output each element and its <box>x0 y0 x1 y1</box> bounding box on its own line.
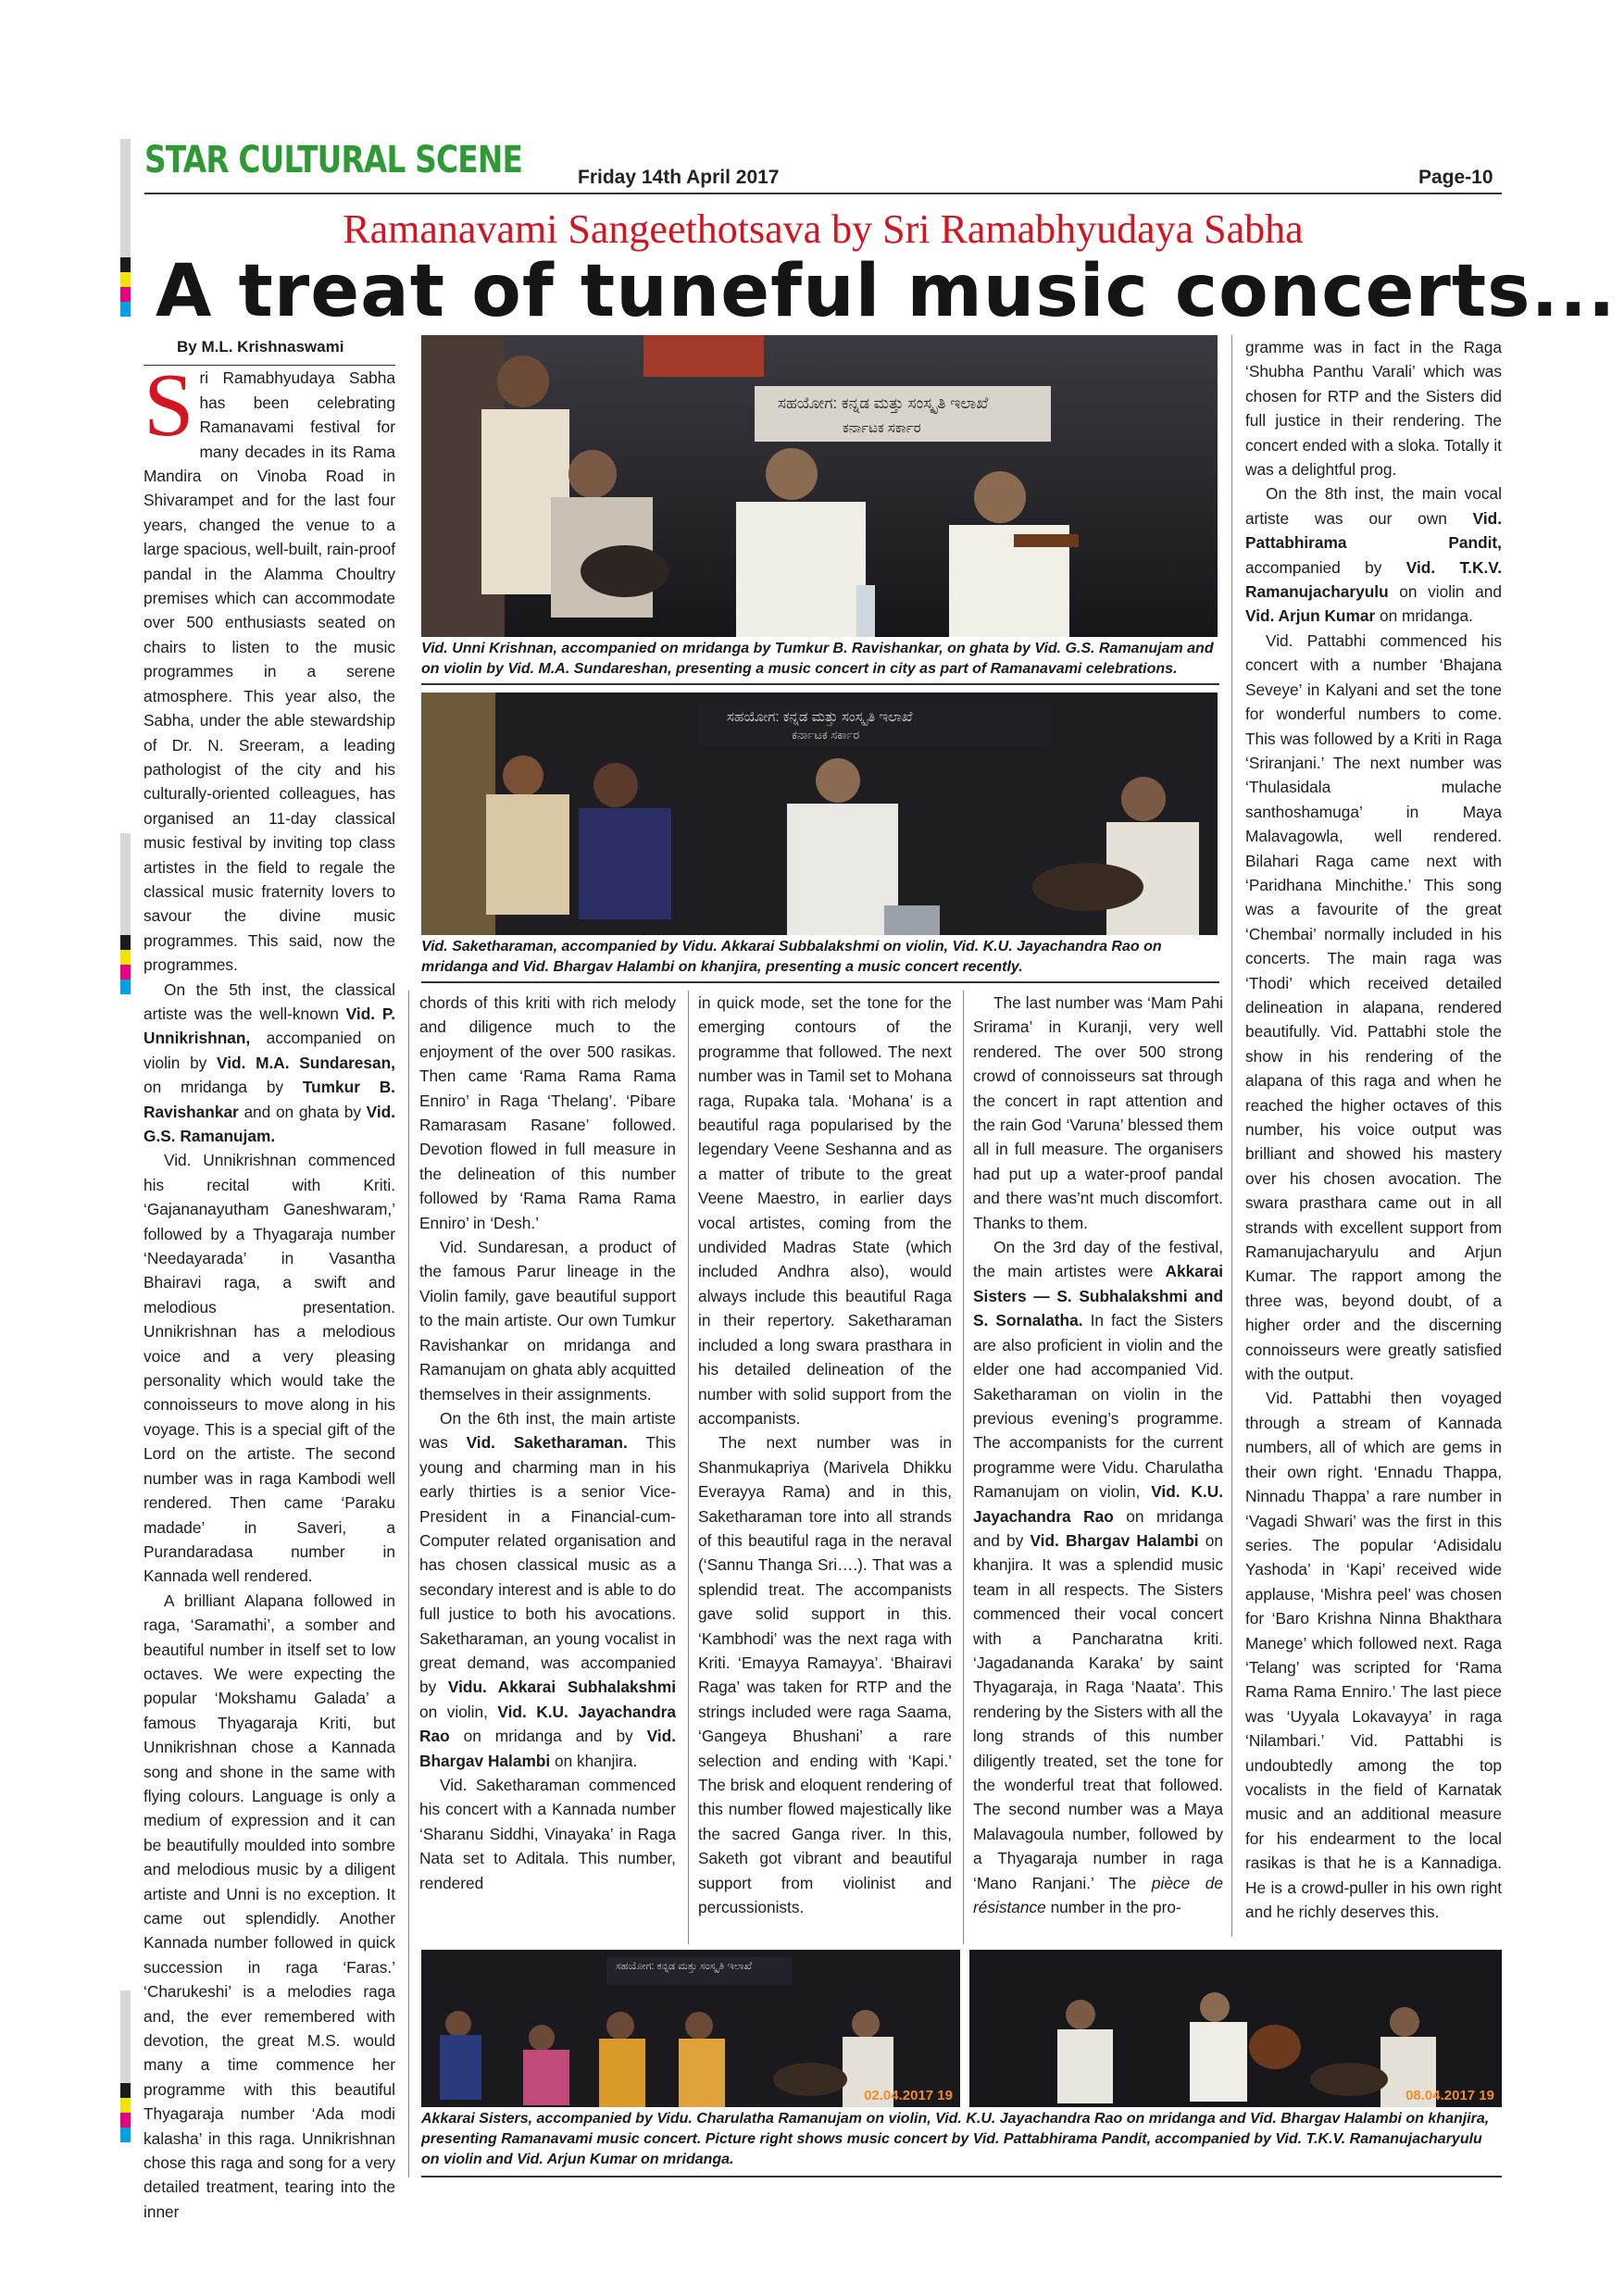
paragraph <box>1245 481 1502 628</box>
byline: By M.L. Krishnaswami <box>144 335 395 366</box>
text: on violin, <box>419 1702 498 1721</box>
issue-date: Friday 14th April 2017 <box>578 167 780 188</box>
text: In fact the Sisters are also proficient in violin and the elder one had accompanied Vid. Saketharaman on violin in the previous evening’s programme. The accompanists for the current programme were Vidu. Charulatha Ramanujam on violin, <box>973 1311 1223 1502</box>
paragraph: The last number was ‘Mam Pahi Srirama’ in Kuranji, very well rendered. The over 500 strong crowd of connoisseurs sat through the concert in rapt attention and the rain God ‘Varuna’ blessed them all in full measure. The organisers had put up a water-proof pandal and there was’nt much discomfort. Thanks to them. <box>973 993 1223 1232</box>
text: On the 6th inst, the main artiste was <box>419 1408 676 1453</box>
banner-kannada-text: ಕರ್ನಾಟಕ ಸರ್ಕಾರ <box>792 728 860 742</box>
color-swatch-magenta <box>120 287 131 302</box>
paragraph: The next number was in Shanmukapriya (Marivela Dhikku Everayya Rama) and in this, Saketharaman tore into all strands of this beautiful raga in the neraval (‘Sannu Thanga Sri….). That was a splendid treat. The accompanists gave solid support in this. ‘Kambhodi’ was the next raga with Kriti. ‘Emayya Ramayya’. ‘Bhairavi Raga’ was taken for RTP and the strings included were raga Saama, ‘Gangeya Bhushani’ a rare selection and ending with ‘Kapi.’ The brisk and eloquent rendering of this number flowed majestically like the sacred Ganga river. In this, Saketh got vibrant and beautiful support from violinist and percussionists. <box>698 1433 952 1917</box>
color-swatch-cyan <box>120 980 131 994</box>
text: On the 8th inst, the main vocal artiste was our own <box>1245 484 1502 528</box>
artist-name: Vid. G.S. Ramanujam. <box>144 1102 395 1145</box>
photo-caption: Akkarai Sisters, accompanied by Vidu. Charulatha Ramanujam on violin, Vid. K.U. Jayachandra Rao on mridanga and Vid. Bhargav Halambi on khanjira, presenting Ramanavami music concert. Picture right shows music concert by Vid. Pattabhirama Pandit, accompanied by Vid. T.K.V. Ramanujacharyulu on violin and Vid. Arjun Kumar on mridanga. <box>421 2111 1490 2167</box>
paragraph: chords of this kriti with rich melody and diligence much to the enjoyment of the over 500 rasikas. Then came ‘Rama Rama Rama Enniro’ in Raga ‘Thelang’. ‘Pibare Ramarasam Rasane’ followed. Devotion flowed in full measure in the delineation of this number followed by ‘Rama Rama Rama Enniro’ in ‘Desh.’ <box>419 993 676 1232</box>
photo-caption: Vid. Unni Krishnan, accompanied on mridanga by Tumkur B. Ravishankar, on ghata by Vid. G.S. Ramanujam and on violin by Vid. M.A. Sundareshan, presenting a music concert in city as part of Ramanavami celebrations. <box>421 641 1214 677</box>
header-rule <box>144 193 1502 194</box>
text: on violin and <box>1388 582 1502 602</box>
artist-name: Vid. M.A. Sundaresan, <box>217 1053 395 1072</box>
margin-grey-bar-low <box>120 1990 131 2083</box>
article-headline: A treat of tuneful music concerts... <box>156 250 1617 333</box>
artist-name: Vid. K.U. Jayachandra Rao <box>973 1482 1223 1526</box>
banner-kannada-text: ಸಹಯೋಗ: ಕನ್ನಡ ಮತ್ತು ಸಂಸ್ಕೃತಿ ಇಲಾಖೆ <box>778 394 989 412</box>
artist-name: Vid. T.K.V. Ramanujacharyulu <box>1245 557 1503 602</box>
text: accompanied on violin by <box>144 1029 395 1072</box>
paragraph <box>973 1235 1223 1919</box>
text: on khanjira. It was a splendid music team in all respects. The Sisters commenced their vocal concert with a Pancharatna kriti. ‘Jagadananda Karaka’ by saint Thyagaraja, in Raga ‘Naata’. This rendering by the Sisters with all the long strands of this number diligently treated, set the tone for the wonderful treat that followed. The second number was a Maya Malavagoula number, followed by a Thyagaraja number in raga ‘Mano Ranjani.’ The <box>973 1530 1224 1892</box>
banner-kannada-text: ಸಹಯೋಗ: ಕನ್ನಡ ಮತ್ತು ಸಂಸ್ಕೃತಿ ಇಲಾಖೆ <box>727 709 913 725</box>
photo-caption: Vid. Saketharaman, accompanied by Vidu. Akkarai Subbalakshmi on violin, Vid. K.U. Jayachandra Rao on mridanga and Vid. Bhargav Halambi on khanjira, presenting a music concert recently. <box>421 939 1162 975</box>
paragraph: Vid. Pattabhi then voyaged through a stream of Kannada numbers, all of which are gems in their own right. ‘Ennadu Thappa, Ninnadu Thappa’ a rare number in ‘Vagadi Shwari’ was the first in this series. The popular ‘Adisidalu Yashoda’ in ‘Kapi’ received wide applause, ‘Mishra peel’ was chosen for ‘Baro Krishna Ninna Bhakthara Manege’ which followed next. Raga ‘Telang’ was scripted for ‘Rama Rama Rama Enniro.’ The last piece was ‘Uyyala Lokavayya’ in raga ‘Nilambari.’ Vid. Pattabhi is undoubtedly among the top vocalists in the field of Karnatak music and an additional measure for his endearment to the local rasikas is that he is a Kannadiga. He is a crowd-puller in his own right and he richly deserves this. <box>1245 1389 1502 1921</box>
section-title: STAR CULTURAL SCENE <box>144 139 523 181</box>
paragraph-text: ri Ramabhyudaya Sabha has been celebrating Ramanavami festival for many decades in its Rama Mandira on Vinoba Road in Shivarampet and for the last four years, changed the venue to a large spacious, well-built, rain-proof pandal in the Alamma Choultry premises which can accommodate over 500 enthusiasts seated on chairs to listen to the music programmes in a serene atmosphere. This year also, the Sabha, under the able stewardship of Dr. N. Sreeram, a leading pathologist of the city and his culturally-oriented colleagues, has organised an 11-day classical music festival by inviting top class artistes in the field to regale the classical music fraternity lovers to savour the divine music programmes. This said, now the programmes. <box>144 368 395 975</box>
photo-illustration <box>421 1950 960 2107</box>
page-number: Page-10 <box>1418 167 1493 188</box>
banner-kannada-text: ಸಹಯೋಗ: ಕನ್ನಡ ಮತ್ತು ಸಂಸ್ಕೃತಿ ಇಲಾಖೆ <box>616 1961 753 1972</box>
photo-date-stamp: 02.04.2017 19 <box>864 2088 953 2103</box>
paragraph <box>144 978 395 1149</box>
column-rule <box>688 991 689 1944</box>
artist-name: Vid. Bhargav Halambi <box>419 1727 676 1770</box>
photo-date-stamp: 08.04.2017 19 <box>1405 2088 1494 2103</box>
artist-name: Vid. P. Unnikrishnan, <box>144 1004 396 1048</box>
color-swatch-black <box>120 257 131 272</box>
concert-photo-pattabhirama-pandit <box>969 1950 1502 2107</box>
paragraph <box>419 1406 676 1773</box>
color-swatch-magenta <box>120 965 131 980</box>
photo-illustration <box>421 335 1218 637</box>
paragraph: gramme was in fact in the Raga ‘Shubha Panthu Varali’ which was chosen for RTP and the Sisters did full justice in their rendering. The concert ended with a sloka. Totally it was a delightful prog. <box>1245 338 1502 480</box>
article-kicker: Ramanavami Sangeethotsava by Sri Ramabhyudaya Sabha <box>343 206 1304 252</box>
color-swatch-magenta <box>120 2113 131 2128</box>
text: On the 5th inst, the classical artiste was the well-known <box>144 980 395 1023</box>
column-rule <box>963 991 964 1944</box>
artist-name: Akkarai Sisters — S. Subhalakshmi and S. Sornalatha. <box>973 1262 1223 1330</box>
text: on mridanga. <box>1375 606 1473 626</box>
text: on mridanga and by <box>973 1506 1223 1550</box>
color-swatch-yellow <box>120 272 131 287</box>
paragraph: Vid. Sundaresan, a product of the famous Parur lineage in the Violin family, gave beautiful support to the main artiste. Our own Tumkur Ravishankar on mridanga and Ramanujam on ghata ably acquitted themselves in their assignments. <box>419 1238 676 1404</box>
artist-name: Vid. Arjun Kumar <box>1245 606 1376 626</box>
color-swatch-yellow <box>120 950 131 965</box>
text: on khanjira. <box>550 1751 638 1770</box>
text: and on ghata by <box>238 1102 367 1121</box>
text: number in the pro- <box>1045 1898 1181 1917</box>
color-swatch-black <box>120 935 131 950</box>
concert-photo-akkarai-sisters <box>421 1950 960 2107</box>
caption-rule <box>421 683 1219 685</box>
paragraph: Vid. Pattabhi commenced his concert with a number ‘Bhajana Seveye’ in Kalyani and set the tone for wonderful numbers to come. This was followed by a Kriti in Raga ‘Sriranjani.’ The next number was ‘Thulasidala mulache santhoshamuga’ in Maya Malavagowla, well rendered. Bilahari Raga came next with ‘Paridhana Minchithe.’ This song was a favourite of the great ‘Chembai’ normally included in his concerts. The main raga was ‘Thodi’ which received detailed delineation in alapana, rendered beautifully. Vid. Pattabhi stole the show in his rendering of the alapana of this raga and when he reached the higher octaves of this number, his voice output was brilliant and showed his mastery over his chosen avocation. The swara prasthara came out in all strands with excellent support from Ramanujacharyulu and Arjun Kumar. The rapport among the three was, beyond doubt, of a higher order and the discerning connoisseurs were greatly satisfied with the output. <box>1245 630 1502 1384</box>
article-column-4 <box>973 991 1223 1919</box>
column-rule <box>408 991 409 2177</box>
concert-photo-saketharaman <box>421 693 1218 935</box>
caption-rule <box>421 981 1219 983</box>
artist-name: Vid. K.U. Jayachandra Rao <box>419 1702 676 1746</box>
artist-name: Vid. Pattabhirama Pandit, <box>1245 508 1502 553</box>
paragraph: Vid. Saketharaman commenced his concert with a Kannada number ‘Sharanu Siddhi, Vinayaka’ in Raga Nata set to Aditala. This number, rendered <box>419 1776 676 1892</box>
color-swatch-cyan <box>120 302 131 317</box>
article-column-2 <box>419 991 676 1895</box>
artist-name: Vidu. Akkarai Subhalakshmi <box>447 1678 676 1697</box>
color-swatch-cyan <box>120 2128 131 2142</box>
article-column-5 <box>1245 335 1502 1924</box>
paragraph: in quick mode, set the tone for the emerging contours of the programme that followed. The next number was in Tamil set to Mohana raga, Rupaka tala. ‘Mohana’ is a beautiful raga popularised by the legendary Veene Seshanna and as a matter of tribute to the great Veene Maestro, in earlier days vocal artistes, coming from the undivided Madras State (which included Andhra also), would always include this beautiful Raga in their repertory. Saketharaman included a long swara prasthara in his detailed delineation of the number with solid support from the accompanists. <box>698 993 952 1428</box>
color-swatch-yellow <box>120 2098 131 2113</box>
artist-name: Vid. Saketharaman. <box>466 1433 628 1453</box>
italic-phrase: pièce de résistance <box>973 1873 1223 1917</box>
article-column-1 <box>144 335 395 2224</box>
paragraph: A brilliant Alapana followed in raga, ‘Saramathi’, a somber and beautiful number in itself set to low octaves. We were expecting the popular ‘Mokshamu Galada’ a famous Thyagaraja Kriti, but Unnikrishnan chose a Kannada song and shone in the same with flying colours. Language is only a medium of expression and it can be beautifully moulded into sombre and melodious music by a diligent artiste and Unni is no exception. It came out splendidly. Another Kannada number followed in quick succession in raga ‘Faras.’ ‘Charukeshi’ is a melodies raga and, the ever remembered with devotion, the great M.S. would many a time commence her programme with this beautiful Thyagaraja number ‘Ada modi kalasha’ in this raga. Unnikrishnan chose this raga and song for a very detailed treatment, tearing into the inner <box>144 1591 395 2221</box>
photo-illustration <box>969 1950 1502 2107</box>
article-column-3 <box>698 991 952 1919</box>
artist-name: Tumkur B. Ravishankar <box>144 1078 395 1121</box>
drop-cap: S <box>144 356 194 456</box>
artist-name: Vid. Bhargav Halambi <box>1030 1530 1199 1550</box>
paragraph <box>144 356 395 977</box>
margin-grey-bar-mid <box>120 833 131 935</box>
column-rule <box>1231 335 1232 1937</box>
text: This young and charming man in his early thirties is a senior Vice-President in a Financial-cum-Computer related organisation and has chosen classical music as a secondary interest and is able to do full justice to both his avocations. Saketharaman, an young vocalist in great demand, was accompanied by <box>419 1433 676 1697</box>
text: on mridanga and by <box>449 1727 647 1746</box>
text: on mridanga by <box>144 1078 303 1097</box>
concert-photo-unnikrishnan <box>421 335 1218 637</box>
caption-rule <box>421 2176 1502 2177</box>
text: accompanied by <box>1245 557 1406 577</box>
paragraph: Vid. Unnikrishnan commenced his recital with Kriti. ‘Gajananayutham Ganeshwaram,’ followed by a Thyagaraja number ‘Needayarada’ in Vasantha Bhairavi raga, a swift and melodious presentation. Unnikrishnan has a melodious voice and a very pleasing personality which would take the connoisseurs to move along in his voyage. This is a special gift of the Lord on the artiste. The second number was in raga Kambodi well rendered. Then came ‘Paraku madade’ in Saveri, a Purandaradasa number in Kannada well rendered. <box>144 1151 395 1586</box>
banner-kannada-text: ಕರ್ನಾಟಕ ಸರ್ಕಾರ <box>843 420 921 436</box>
text: On the 3rd day of the festival, the main artistes were <box>973 1238 1223 1281</box>
color-swatch-black <box>120 2083 131 2098</box>
